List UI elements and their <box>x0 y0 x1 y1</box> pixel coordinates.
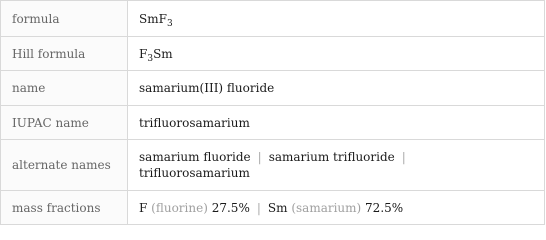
mass-percent: 27.5% <box>211 200 250 215</box>
element-symbol: Sm <box>267 200 288 215</box>
table-row-hill-formula <box>1 37 545 71</box>
alternate-names-label: alternate names <box>1 140 128 191</box>
iupac-name-value: trifluorosamarium <box>128 106 545 140</box>
separator: | <box>257 150 262 164</box>
table-row-mass-fractions <box>1 191 545 225</box>
alternate-names-value <box>128 140 545 191</box>
mass-percent: 72.5% <box>365 200 404 215</box>
separator: | <box>256 200 261 215</box>
mass-fractions-label: mass fractions <box>1 191 128 225</box>
name-label: name <box>1 71 128 106</box>
table-row-formula <box>1 1 545 37</box>
separator: | <box>401 150 406 164</box>
formula-label: formula <box>1 1 128 37</box>
element-symbol: F <box>139 200 148 215</box>
table-row-iupac-name <box>1 106 545 140</box>
hill-formula-value <box>128 37 545 71</box>
name-value: samarium(III) fluoride <box>128 71 545 106</box>
hill-formula-rest: Sm <box>153 46 173 61</box>
formula-subscript: 3 <box>166 18 173 29</box>
hill-formula-subscript: 3 <box>147 53 154 64</box>
alternate-name: trifluorosamarium <box>139 166 250 180</box>
alternate-name: samarium trifluoride <box>268 150 395 164</box>
element-name: (samarium) <box>291 200 362 215</box>
mass-fractions-value <box>128 191 545 225</box>
element-name: (fluorine) <box>151 200 208 215</box>
iupac-name-label: IUPAC name <box>1 106 128 140</box>
alternate-name: samarium fluoride <box>139 150 251 164</box>
formula-element: SmF <box>139 11 167 26</box>
table-row-alternate-names <box>1 140 545 191</box>
formula-value <box>128 1 545 37</box>
hill-formula-label: Hill formula <box>1 37 128 71</box>
table-row-name <box>1 71 545 106</box>
hill-formula-element: F <box>139 46 148 61</box>
